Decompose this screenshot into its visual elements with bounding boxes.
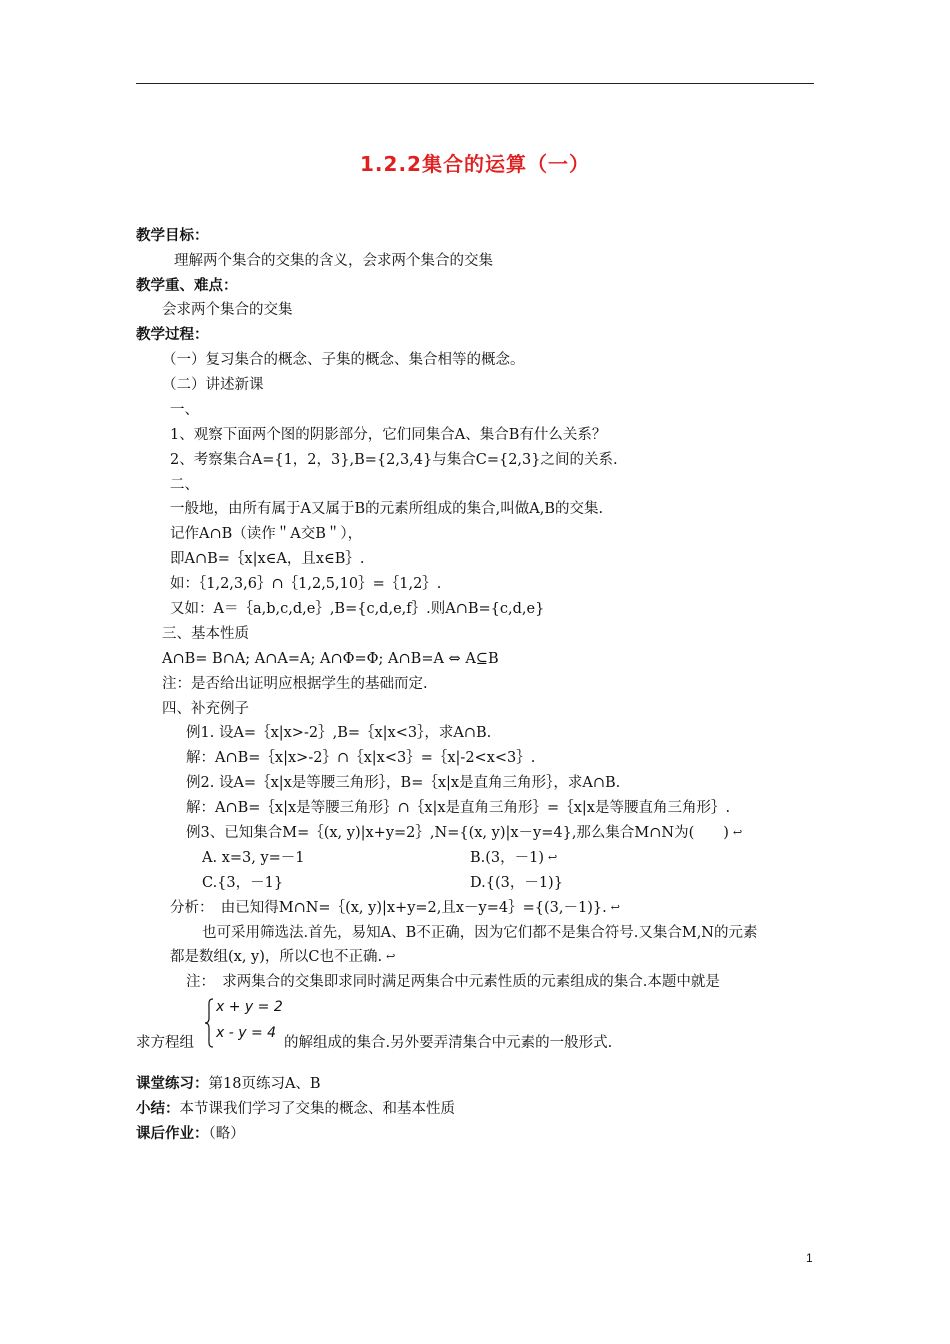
text-line: 一般地，由所有属于A又属于B的元素所组成的集合,叫做A,B的交集. <box>170 501 604 517</box>
brace-icon <box>204 998 214 1048</box>
summary-text: 本节课我们学习了交集的概念、和基本性质 <box>179 1101 455 1117</box>
text-line <box>170 947 395 967</box>
heading-objectives: 教学目标： <box>136 228 209 244</box>
heading-key-points: 教学重、难点： <box>136 278 238 294</box>
text-line: 三、基本性质 <box>162 626 249 642</box>
text-line: 即A∩B=｛x|x∈A，且x∈B｝. <box>170 551 365 567</box>
option-c: C.{3，－1} <box>202 875 284 891</box>
text-line: 1、观察下面两个图的阴影部分，它们同集合A、集合B有什么关系？ <box>170 427 607 443</box>
analysis-line <box>170 898 620 918</box>
heading-summary: 小结： <box>136 1101 180 1117</box>
return-mark-icon: ↩ <box>548 851 558 864</box>
page-number: 1 <box>806 1251 813 1265</box>
text-line: 记作A∩B（读作＂A交B＂）， <box>170 526 363 542</box>
text-line: 求方程组 <box>136 1035 194 1051</box>
solution-line: 解：A∩B=｛x|x是等腰三角形｝∩｛x|x是直角三角形｝=｛x|x是等腰直角三角形｝. <box>186 800 731 816</box>
homework-line <box>136 1124 245 1144</box>
text-line: 2、考察集合A={1，2，3},B={2,3,4}与集合C={2,3}之间的关系. <box>170 452 618 468</box>
text-line: 注：是否给出证明应根据学生的基础而定. <box>162 676 428 692</box>
return-mark-icon: ↩ <box>732 826 743 839</box>
solution-line: 解：A∩B=｛x|x>-2｝∩｛x|x<3｝=｛x|-2<x<3｝. <box>186 750 536 766</box>
heading-practice: 课堂练习： <box>136 1076 209 1092</box>
text-line: 理解两个集合的交集的含义，会求两个集合的交集 <box>174 253 493 269</box>
analysis-text: 分析： 由已知得M∩N=｛(x, y)|x+y=2,且x－y=4｝={(3,－1)}. <box>170 900 607 916</box>
option-d: D.{(3，－1)} <box>470 875 563 891</box>
equation-2: x - y = 4 <box>216 1025 277 1041</box>
text-line: 会求两个集合的交集 <box>162 302 293 318</box>
homework-text: （略） <box>208 1126 245 1142</box>
practice-text: 第18页练习A、B <box>208 1076 321 1092</box>
text-line: 四、补充例子 <box>162 701 249 717</box>
example-line: 例2. 设A=｛x|x是等腰三角形｝，B=｛x|x是直角三角形｝，求A∩B. <box>186 775 621 791</box>
example-line <box>186 823 742 843</box>
equation-1: x + y = 2 <box>216 999 283 1015</box>
option-b <box>470 848 557 868</box>
properties-line: A∩B= B∩A; A∩A=A; A∩Φ=Φ; A∩B=A ⇔ A⊆B <box>162 651 499 667</box>
option-b-text: B.(3，－1) <box>470 850 545 866</box>
header-rule <box>136 83 814 84</box>
summary-line <box>136 1099 455 1119</box>
example-line: 例1. 设A=｛x|x>-2｝,B=｛x|x<3｝，求A∩B. <box>186 725 492 741</box>
text-line: （一）复习集合的概念、子集的概念、集合相等的概念。 <box>162 352 525 368</box>
text-line: 一、 <box>170 402 199 418</box>
option-a: A. x=3, y=－1 <box>202 850 305 866</box>
return-mark-icon: ↩ <box>386 950 396 963</box>
text-line: 如：｛1,2,3,6｝∩｛1,2,5,10｝=｛1,2｝. <box>170 576 442 592</box>
text-line: 也可采用筛选法.首先，易知A、B不正确，因为它们都不是集合符号.又集合M,N的元素 <box>202 925 758 941</box>
text-line: 二、 <box>170 477 199 493</box>
practice-line <box>136 1074 321 1094</box>
text-line: （二）讲述新课 <box>162 377 264 393</box>
note-line: 注： 求两集合的交集即求同时满足两集合中元素性质的元素组成的集合.本题中就是 <box>186 974 720 990</box>
page-title: 1.2.2集合的运算（一） <box>360 152 590 176</box>
return-mark-icon: ↩ <box>610 901 620 914</box>
text-line-part: 都是数组(x, y)，所以C也不正确. <box>170 949 383 965</box>
text-line: 又如：A＝｛a,b,c,d,e｝,B={c,d,e,f｝.则A∩B={c,d,e} <box>170 601 545 617</box>
heading-process: 教学过程： <box>136 327 209 343</box>
example3-text: 例3、已知集合M=｛(x, y)|x+y=2｝,N={(x, y)|x－y=4},那么集合M∩N为( ) <box>186 825 729 841</box>
equation-system <box>204 998 284 1050</box>
text-line: 的解组成的集合.另外要弄清集合中元素的一般形式. <box>284 1035 613 1051</box>
heading-homework: 课后作业： <box>136 1126 209 1142</box>
